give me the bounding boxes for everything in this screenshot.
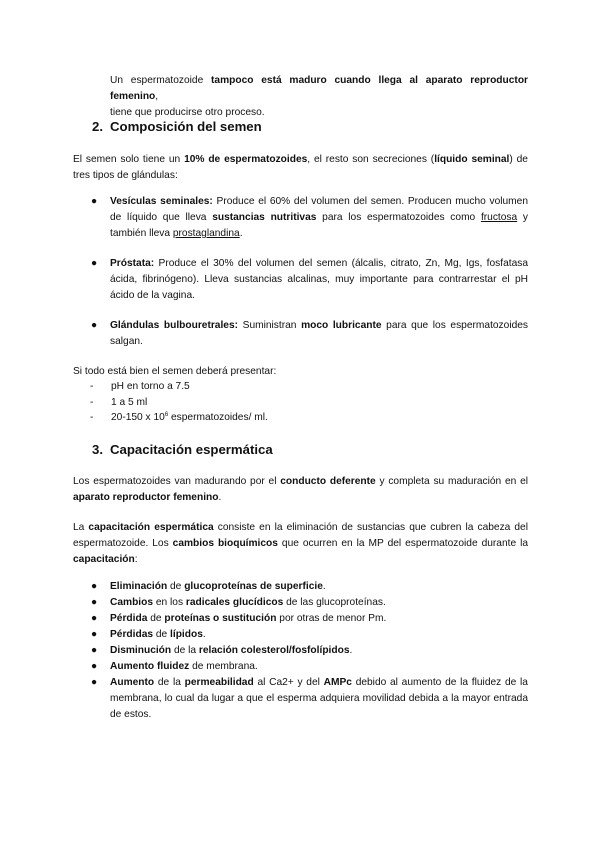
list-item xyxy=(91,595,528,611)
text: Produce el 30% del volumen del semen (álcalis, citrato, Zn, Mg, Igs, fosfatasa ácida, fibrinógeno). Lleva sustancias alcalinas, muy importante para contrarrestar el pH ácido de la vagina. xyxy=(110,258,528,301)
underlined-text: prostaglandina xyxy=(172,228,240,239)
section-heading-3 xyxy=(92,442,273,457)
text: y también lleva xyxy=(110,212,528,239)
text: en los xyxy=(153,597,186,608)
text: . xyxy=(218,492,222,503)
bold-text: moco lubricante xyxy=(301,320,382,331)
bold-text: lípidos xyxy=(170,629,203,640)
text: de xyxy=(167,581,185,592)
bullet-icon: ● xyxy=(91,645,98,656)
text: de la xyxy=(171,645,199,656)
list-item xyxy=(91,318,528,350)
text: de xyxy=(147,613,165,624)
bold-text: 10% de espermatozoides xyxy=(184,154,308,165)
bold-text: relación colesterol/fosfolípidos xyxy=(198,645,350,656)
text: pH en torno a 7.5 xyxy=(111,381,190,392)
text: y completa su maduración en el xyxy=(375,476,528,487)
text: La xyxy=(73,522,89,533)
list-item xyxy=(91,611,528,627)
bold-text: sustancias nutritivas xyxy=(212,212,317,223)
text: . xyxy=(322,581,326,592)
bold-text: líquido seminal xyxy=(434,154,510,165)
text: para que los espermatozoides salgan. xyxy=(110,320,529,347)
text: de membrana. xyxy=(189,661,258,672)
intro-text: Un espermatozoide xyxy=(110,75,212,86)
gland-title: Glándulas bulbouretrales: xyxy=(110,320,239,331)
changes-list xyxy=(91,579,528,723)
list-item xyxy=(90,379,490,395)
present-intro xyxy=(73,364,528,380)
bullet-icon: ● xyxy=(91,320,98,331)
bold-text: proteínas o sustitución xyxy=(164,613,277,624)
gland-prostata xyxy=(91,256,528,304)
bold-text: AMPc xyxy=(323,677,352,688)
bold-text: Pérdida xyxy=(110,613,148,624)
list-item xyxy=(90,410,490,426)
bullet-icon: ● xyxy=(91,661,98,672)
semen-lead-paragraph xyxy=(73,152,528,184)
bullet-icon: ● xyxy=(91,629,98,640)
text: Suministran xyxy=(238,320,302,331)
list-item xyxy=(91,643,528,659)
text: por otras de menor Pm. xyxy=(276,613,387,624)
bullet-icon: ● xyxy=(91,613,98,624)
dash-marker: - xyxy=(90,412,94,423)
text: 20-150 x 10 xyxy=(111,412,165,423)
bold-text: Aumento xyxy=(110,677,155,688)
dash-marker: - xyxy=(90,381,94,392)
text: al Ca2+ y del xyxy=(253,677,324,688)
text: de las glucoproteínas. xyxy=(283,597,386,608)
bold-text: aparato reproductor femenino xyxy=(73,492,219,503)
bold-text: Eliminación xyxy=(110,581,168,592)
bold-text: capacitación xyxy=(73,554,135,565)
text: . xyxy=(202,629,206,640)
bullet-icon: ● xyxy=(91,196,98,207)
present-list xyxy=(90,379,490,426)
section-number: 3. xyxy=(92,442,103,457)
capacitacion-para-1 xyxy=(73,474,528,506)
bold-text: Cambios xyxy=(110,597,154,608)
intro-line2: tiene que producirse otro proceso. xyxy=(110,107,265,118)
text: Los espermatozoides van madurando por el xyxy=(73,476,281,487)
bold-text: permeabilidad xyxy=(184,677,254,688)
gland-vesiculas xyxy=(91,194,528,242)
intro-paragraph xyxy=(110,73,528,121)
text: . xyxy=(349,645,353,656)
text: 1 a 5 ml xyxy=(111,396,148,408)
list-item xyxy=(91,256,528,304)
text: . xyxy=(239,228,243,239)
list-item xyxy=(91,579,528,595)
bullet-icon: ● xyxy=(91,597,98,608)
text: que ocurren en la MP del espermatozoide durante la xyxy=(277,538,528,549)
section-number: 2. xyxy=(92,119,103,134)
text: Si todo está bien el semen deberá presentar: xyxy=(73,366,277,377)
gland-bulbouretrales xyxy=(91,318,528,350)
intro-comma: , xyxy=(155,91,159,102)
list-item xyxy=(91,627,528,643)
bold-text: Aumento fluidez xyxy=(110,661,190,672)
intro-bold: tampoco está maduro cuando llega al aparato reproductor femenino xyxy=(110,75,529,102)
dash-marker: - xyxy=(90,396,94,408)
superscript: 6 xyxy=(164,412,169,418)
underlined-text: fructosa xyxy=(480,212,518,223)
bold-text: radicales glucídicos xyxy=(185,597,284,608)
text: de xyxy=(153,629,171,640)
text: ) de tres tipos de glándulas: xyxy=(73,154,528,181)
list-item xyxy=(91,659,528,675)
bold-text: conducto deferente xyxy=(280,476,376,487)
bullet-icon: ● xyxy=(91,677,98,688)
bold-text: Pérdidas xyxy=(110,629,154,640)
text: consiste en la eliminación de sustancias que cubren la cabeza del espermatozoide. Los xyxy=(73,522,528,549)
bold-text: glucoproteínas de superficie xyxy=(184,581,323,592)
list-item xyxy=(91,194,528,242)
bold-text: cambios bioquímicos xyxy=(172,538,278,549)
gland-title: Vesículas seminales: xyxy=(110,196,213,207)
text: debido al aumento de la fluidez de la membrana, lo cual da lugar a que el esperma adquiera movilidad debida a la mayor entrada de estos. xyxy=(110,677,528,720)
section-title: Composición del semen xyxy=(110,119,262,134)
text: Produce el 60% del volumen del semen. Producen mucho volumen de líquido que lleva xyxy=(110,196,528,223)
section-title: Capacitación espermática xyxy=(110,442,273,457)
text: El semen solo tiene un xyxy=(73,154,185,165)
list-item xyxy=(91,675,528,723)
text: , el resto son secreciones ( xyxy=(307,154,435,165)
bold-text: Disminución xyxy=(110,645,172,656)
text: de la xyxy=(154,677,185,688)
text: espermatozoides/ ml. xyxy=(168,412,268,423)
text: para los espermatozoides como xyxy=(316,212,481,223)
bullet-icon: ● xyxy=(91,581,98,592)
text: : xyxy=(134,554,138,565)
bullet-icon: ● xyxy=(91,258,98,269)
list-item xyxy=(90,395,490,411)
section-heading-2 xyxy=(92,119,262,134)
gland-title: Próstata: xyxy=(110,258,155,269)
capacitacion-para-2 xyxy=(73,520,528,568)
bold-text: capacitación espermática xyxy=(88,522,214,533)
